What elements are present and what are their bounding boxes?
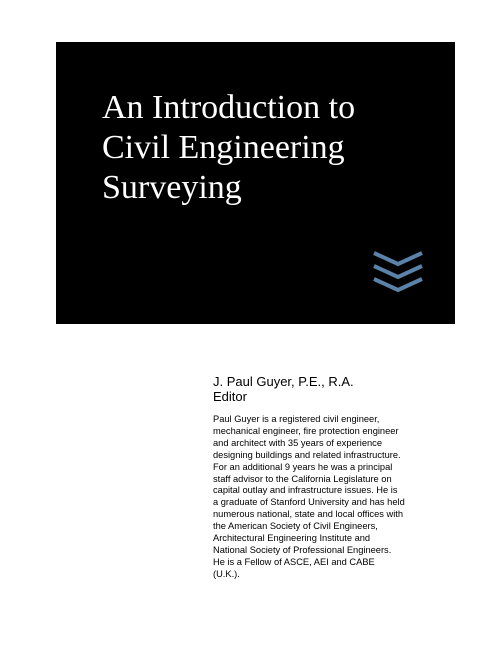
bio-line: Architectural Engineering Institute and — [213, 533, 371, 544]
cover-panel — [56, 42, 455, 324]
bio-line: numerous national, state and local offices with — [213, 509, 404, 520]
book-title — [102, 88, 442, 208]
bio-line: (U.K.). — [213, 568, 240, 579]
title-line: Civil Engineering — [102, 129, 345, 166]
bio-line: and architect with 35 years of experience — [213, 437, 382, 448]
author-block — [213, 375, 443, 581]
title-line: Surveying — [102, 169, 242, 206]
bio-line: designing buildings and related infrastructure. — [213, 449, 401, 460]
bio-line: National Society of Professional Engineers. — [213, 544, 392, 555]
bio-line: capital outlay and infrastructure issues. He is — [213, 485, 398, 496]
title-line: An Introduction to — [102, 89, 356, 126]
bio-line: the American Society of Civil Engineers, — [213, 521, 378, 532]
author-name: J. Paul Guyer, P.E., R.A. — [213, 374, 354, 389]
chevrons-down-icon — [372, 249, 424, 295]
bio-line: For an additional 9 years he was a principal — [213, 461, 393, 472]
bio-line: staff advisor to the California Legislature on — [213, 473, 392, 484]
bio-line: a graduate of Stanford University and has held — [213, 497, 405, 508]
author-role: Editor — [213, 389, 247, 404]
author-bio — [213, 414, 443, 581]
bio-line: He is a Fellow of ASCE, AEI and CABE — [213, 556, 375, 567]
bio-line: Paul Guyer is a registered civil engineer, — [213, 414, 380, 424]
bio-line: mechanical engineer, fire protection engineer — [213, 425, 399, 436]
